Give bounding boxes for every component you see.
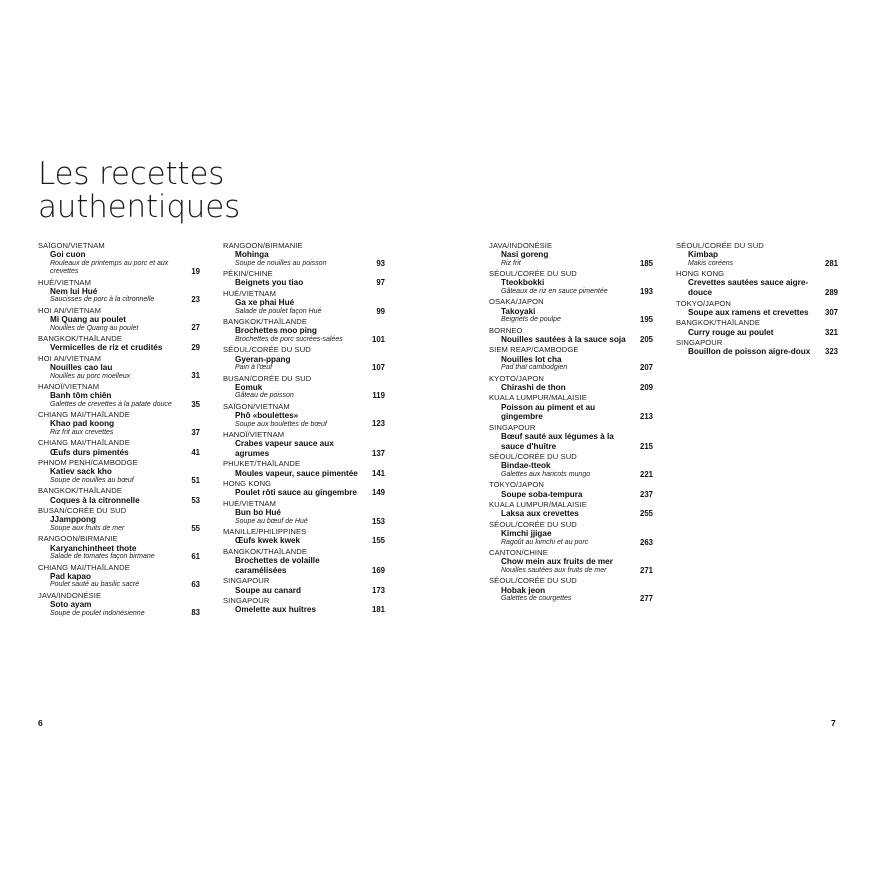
recipe-line	[38, 600, 200, 618]
recipe-line	[676, 347, 838, 357]
recipe-line	[489, 586, 653, 604]
recipe-page-number: 99	[376, 306, 385, 316]
recipe-location: RANGOON/BIRMANIE	[223, 241, 303, 250]
recipe-line	[38, 496, 200, 506]
title-line-2: authentiques	[38, 189, 241, 225]
recipe-line	[489, 529, 653, 547]
recipe-column-4	[676, 241, 838, 358]
recipe-name: Nouilles sautées à la sauce soja	[501, 334, 626, 344]
recipe-entry	[223, 289, 385, 316]
recipe-name: Bœuf sauté aux légumes à la sauce d'huître	[501, 432, 614, 451]
recipe-name: Laksa aux crevettes	[501, 509, 579, 519]
recipe-line	[223, 355, 385, 373]
recipe-line	[489, 432, 653, 451]
recipe-location: SÉOUL/CORÉE DU SUD	[489, 269, 577, 279]
recipe-line	[38, 419, 200, 437]
recipe-page-number: 323	[824, 347, 838, 357]
recipe-name: Hobak jeon	[501, 585, 546, 595]
recipe-subtitle: Pain à l'œuf	[235, 364, 273, 372]
recipe-name: Ga xe phai Hué	[235, 298, 295, 308]
recipe-line	[38, 343, 200, 353]
recipe-name: Kimbap	[688, 250, 719, 260]
recipe-page-number: 185	[639, 258, 653, 268]
recipe-line	[489, 278, 653, 296]
recipe-subtitle: Soupe au bœuf de Hué	[235, 517, 308, 525]
recipe-location: SÉOUL/CORÉE DU SUD	[489, 519, 577, 529]
recipe-subtitle: Gâteau de poisson	[235, 392, 294, 400]
recipe-name: Brochettes de volaille caramélisées	[235, 556, 320, 575]
recipe-entry	[223, 499, 385, 526]
recipe-page-number: 27	[191, 323, 200, 333]
recipe-page-number: 141	[371, 468, 385, 478]
recipe-subtitle: Soupe aux boulettes de bœuf	[235, 420, 327, 428]
recipe-location: SINGAPOUR	[223, 576, 270, 586]
recipe-line	[489, 383, 653, 393]
recipe-location: SINGAPOUR	[223, 596, 270, 606]
recipe-entry	[489, 423, 653, 451]
recipe-name: Poulet rôti sauce au gingembre	[235, 488, 357, 498]
recipe-subtitle: Poulet sauté au basilic sacré	[50, 581, 140, 589]
recipe-entry	[223, 241, 385, 268]
recipe-name: Coques à la citronnelle	[50, 495, 140, 505]
recipe-page-number: 281	[824, 258, 838, 268]
recipe-name: Bun bo Hué	[235, 508, 281, 518]
recipe-entry	[223, 527, 385, 546]
recipe-column-2	[223, 241, 385, 616]
recipe-location: HUÉ/VIETNAM	[223, 289, 276, 298]
recipe-name: Bindae-tteok	[501, 461, 551, 471]
recipe-name: Beignets you tiao	[235, 278, 304, 288]
recipe-subtitle: Galettes aux haricots mungo	[501, 470, 591, 478]
recipe-entry	[489, 576, 653, 603]
recipe-line	[38, 287, 200, 305]
recipe-location: SÉOUL/CORÉE DU SUD	[489, 452, 577, 462]
recipe-location: TOKYO/JAPON	[489, 480, 544, 490]
recipe-name: Tteokbokki	[501, 278, 545, 288]
recipe-name: Banh tôm chiên	[50, 391, 112, 401]
recipe-entry	[676, 299, 838, 318]
recipe-subtitle: Nouilles sautées aux fruits de mer	[501, 566, 607, 574]
recipe-subtitle: Soupe aux fruits de mer	[50, 525, 125, 533]
recipe-line	[223, 411, 385, 429]
recipe-entry	[223, 402, 385, 429]
recipe-location: BANGKOK/THAÏLANDE	[38, 486, 122, 496]
recipe-location: KYOTO/JAPON	[489, 373, 544, 383]
recipe-entry	[489, 297, 653, 324]
recipe-page-number: 55	[191, 523, 200, 533]
recipe-name: Goi cuon	[50, 250, 86, 260]
recipe-location: SIEM REAP/CAMBODGE	[489, 345, 579, 355]
recipe-name: Katiev sack kho	[50, 467, 112, 477]
recipe-name: Karyanchintheet thote	[50, 543, 137, 553]
recipe-location: CHIANG MAI/THAÏLANDE	[38, 438, 130, 448]
recipe-line	[223, 326, 385, 344]
recipe-line	[223, 469, 385, 479]
recipe-line	[676, 278, 838, 297]
recipe-line	[676, 308, 838, 318]
recipe-subtitle: Ragoût au kimchi et au porc	[501, 538, 589, 546]
recipe-name: Chirashi de thon	[501, 382, 566, 392]
page-number-right: 7	[831, 718, 836, 728]
recipe-page-number: 23	[191, 295, 200, 305]
recipe-name: Takoyaki	[501, 306, 536, 316]
recipe-location: CANTON/CHINE	[489, 548, 548, 558]
recipe-location: CHIANG MAI/THAÏLANDE	[38, 562, 130, 572]
recipe-name: JJamppong	[50, 515, 96, 525]
recipe-location: HONG KONG	[676, 269, 725, 279]
recipe-entry	[223, 576, 385, 595]
recipe-name: Phô «boulettes»	[235, 411, 299, 421]
recipe-name: Moules vapeur, sauce pimentée	[235, 468, 358, 478]
recipe-entry	[223, 345, 385, 372]
recipe-name: Kimchi jjigae	[501, 529, 552, 539]
recipe-entry	[489, 345, 653, 372]
recipe-subtitle: Beignets de poulpe	[501, 316, 561, 324]
recipe-subtitle: Riz frit aux crevettes	[50, 429, 114, 437]
recipe-subtitle: Nouilles au porc moelleux	[50, 372, 131, 380]
recipe-line	[38, 572, 200, 590]
recipe-location: CHIANG MAI/THAÏLANDE	[38, 410, 130, 420]
recipe-entry	[38, 278, 200, 305]
recipe-name: Bouillon de poisson aigre-doux	[688, 347, 811, 357]
recipe-line	[223, 536, 385, 546]
recipe-line	[38, 448, 200, 458]
recipe-name: Gyeran-ppang	[235, 354, 291, 364]
recipe-line	[38, 515, 200, 533]
recipe-page-number: 101	[371, 334, 385, 344]
recipe-name: Crevettes sautées sauce aigre-douce	[688, 278, 809, 297]
recipe-subtitle: Makis coréens	[688, 259, 734, 267]
recipe-location: HANOÏ/VIETNAM	[223, 430, 285, 440]
recipe-line	[223, 439, 385, 458]
title-line-1: Les recettes	[38, 156, 225, 192]
recipe-entry	[223, 430, 385, 458]
recipe-entry	[489, 374, 653, 393]
recipe-page-number: 93	[376, 258, 385, 268]
recipe-line	[223, 556, 385, 575]
recipe-page-number: 207	[639, 363, 653, 373]
recipe-location: SINGAPOUR	[676, 338, 723, 348]
recipe-location: KUALA LUMPUR/MALAISIE	[489, 500, 587, 510]
recipe-entry	[489, 500, 653, 519]
recipe-location: HONG KONG	[223, 479, 272, 489]
recipe-location: BORNEO	[489, 325, 523, 335]
recipe-page-number: 37	[191, 427, 200, 437]
recipe-location: BANGKOK/THAÏLANDE	[223, 547, 307, 556]
recipe-subtitle: Saucisses de porc à la citronnelle	[50, 296, 155, 304]
recipe-location: JAVA/INDONÉSIE	[38, 590, 102, 600]
recipe-name: Mi Quang au poulet	[50, 315, 126, 325]
recipe-line	[38, 467, 200, 485]
recipe-line	[489, 403, 653, 422]
recipe-name: Eomuk	[235, 382, 263, 392]
recipe-entry	[489, 241, 653, 268]
recipe-line	[223, 250, 385, 268]
recipe-location: HUÉ/VIETNAM	[223, 499, 276, 508]
recipe-subtitle: Gâteaux de riz en sauce pimentée	[501, 288, 608, 295]
recipe-name: Nouilles lot cha	[501, 354, 562, 364]
recipe-page-number: 209	[639, 382, 653, 392]
recipe-entry	[489, 326, 653, 345]
recipe-name: Poisson au piment et au gingembre	[501, 402, 596, 422]
recipe-page-number: 19	[191, 267, 200, 277]
recipe-entry	[223, 547, 385, 575]
recipe-line	[38, 544, 200, 562]
recipe-location: SÉOUL/CORÉE DU SUD	[676, 241, 764, 250]
recipe-subtitle: Pad thaï cambodgien	[501, 364, 568, 372]
recipe-line	[223, 508, 385, 526]
recipe-page-number: 237	[639, 489, 653, 499]
recipe-entry	[223, 317, 385, 344]
recipe-location: SAÏGON/VIETNAM	[223, 401, 290, 411]
recipe-entry	[489, 452, 653, 479]
recipe-location: JAVA/INDONÉSIE	[489, 241, 553, 250]
recipe-subtitle: Nouilles de Quang au poulet	[50, 324, 139, 332]
recipe-page-number: 35	[191, 399, 200, 409]
recipe-name: Soupe soba-tempura	[501, 489, 583, 499]
recipe-line	[489, 307, 653, 325]
recipe-subtitle: Riz frit	[501, 259, 521, 267]
recipe-page-number: 277	[639, 594, 653, 603]
recipe-line	[223, 298, 385, 316]
recipe-entry	[489, 548, 653, 575]
recipe-entry	[38, 241, 200, 277]
recipe-entry	[38, 438, 200, 457]
recipe-location: PHNOM PENH/CAMBODGE	[38, 458, 138, 468]
recipe-location: PÉKIN/CHINE	[223, 269, 273, 279]
recipe-page-number: 53	[191, 495, 200, 505]
recipe-entry	[38, 354, 200, 381]
recipe-location: PHUKET/THAÏLANDE	[223, 459, 301, 469]
recipe-location: MANILLE/PHILIPPINES	[223, 527, 307, 537]
recipe-name: Nouilles cao lau	[50, 363, 113, 373]
recipe-name: Curry rouge au poulet	[688, 327, 774, 337]
recipe-name: Soupe aux ramens et crevettes	[688, 307, 809, 317]
recipe-location: RANGOON/BIRMANIE	[38, 534, 118, 544]
recipe-entry	[489, 269, 653, 296]
recipe-page-number: 155	[371, 536, 385, 546]
recipe-page-number: 205	[639, 334, 653, 344]
recipe-location: BANGKOK/THAÏLANDE	[223, 317, 307, 327]
recipe-column-1	[38, 241, 200, 619]
recipe-entry	[38, 306, 200, 333]
recipe-line	[38, 315, 200, 333]
recipe-entry	[489, 393, 653, 421]
recipe-page-number: 83	[191, 608, 200, 618]
recipe-location: BANGKOK/THAÏLANDE	[676, 318, 760, 328]
recipe-entry	[38, 382, 200, 409]
recipe-name: Pad kapao	[50, 571, 91, 581]
recipe-page-number: 263	[639, 537, 653, 547]
recipe-line	[223, 586, 385, 596]
recipe-page-number: 153	[371, 516, 385, 526]
recipe-page-number: 119	[372, 391, 385, 401]
recipe-name: Soto ayam	[50, 600, 92, 610]
recipe-name: Nasi goreng	[501, 250, 549, 260]
recipe-subtitle: Salade de tomates façon birmane	[50, 553, 155, 561]
recipe-location: SÉOUL/CORÉE DU SUD	[489, 576, 577, 586]
recipe-page-number: 51	[191, 475, 200, 485]
recipe-page-number: 63	[191, 580, 200, 590]
recipe-entry	[38, 506, 200, 533]
recipe-name: Omelette aux huîtres	[235, 605, 316, 615]
recipe-subtitle: Soupe de poulet indonésienne	[50, 609, 145, 617]
recipe-subtitle: Salade de poulet façon Hué	[235, 307, 322, 315]
recipe-location: SAÏGON/VIETNAM	[38, 241, 105, 250]
recipe-entry	[38, 334, 200, 353]
recipe-subtitle: Brochettes de porc sucrées-salées	[235, 336, 343, 343]
recipe-line	[223, 383, 385, 401]
recipe-line	[489, 509, 653, 519]
recipe-name: Vermicelles de riz et crudités	[50, 343, 163, 353]
recipe-page-number: 213	[639, 412, 653, 422]
recipe-entry	[676, 241, 838, 268]
recipe-subtitle: Galettes de crevettes à la patate douce	[50, 400, 172, 408]
recipe-name: Soupe au canard	[235, 585, 301, 595]
recipe-entry	[676, 338, 838, 357]
recipe-location: SÉOUL/CORÉE DU SUD	[223, 345, 311, 355]
recipe-location: BUSAN/CORÉE DU SUD	[38, 506, 127, 516]
recipe-line	[223, 278, 385, 288]
recipe-page-number: 221	[639, 469, 653, 479]
recipe-line	[38, 363, 200, 381]
recipe-line	[223, 605, 385, 615]
recipe-location: KUALA LUMPUR/MALAISIE	[489, 393, 587, 403]
recipe-name: Nem lui Hué	[50, 286, 98, 296]
recipe-location: BUSAN/CORÉE DU SUD	[223, 373, 312, 383]
recipe-location: BANGKOK/THAÏLANDE	[38, 334, 122, 344]
recipe-line	[676, 328, 838, 338]
recipe-page-number: 61	[191, 552, 200, 562]
recipe-page-number: 195	[639, 315, 653, 325]
recipe-subtitle: Soupe de nouilles au bœuf	[50, 477, 134, 485]
page-number-left: 6	[38, 718, 43, 728]
recipe-subtitle: Soupe de nouilles au poisson	[235, 259, 327, 267]
recipe-name: Brochettes moo ping	[235, 326, 317, 336]
recipe-page-number: 289	[824, 288, 838, 297]
recipe-page-number: 29	[191, 343, 200, 353]
recipe-entry	[38, 563, 200, 590]
recipe-location: HANOÏ/VIETNAM	[38, 382, 100, 392]
recipe-line	[489, 461, 653, 479]
recipe-page-number: 169	[371, 565, 385, 575]
recipe-entry	[38, 486, 200, 505]
recipe-line	[489, 355, 653, 373]
recipe-subtitle: Rouleaux de printemps au porc et aux crevettes	[50, 259, 169, 276]
recipe-line	[38, 391, 200, 409]
recipe-location: TOKYO/JAPON	[676, 298, 731, 308]
recipe-page-number: 173	[371, 585, 385, 595]
recipe-line	[489, 490, 653, 500]
recipe-name: Chow mein aux fruits de mer	[501, 557, 613, 567]
recipe-page-number: 123	[371, 419, 385, 429]
recipe-entry	[223, 459, 385, 478]
recipe-line	[676, 250, 838, 268]
recipe-entry	[489, 520, 653, 547]
recipe-name: Crabes vapeur sauce aux agrumes	[235, 439, 334, 458]
recipe-entry	[223, 596, 385, 615]
recipe-location: OSAKA/JAPON	[489, 297, 544, 307]
recipe-name: Khao pad koong	[50, 419, 115, 429]
recipe-page-number: 41	[191, 447, 200, 457]
recipe-subtitle: Galettes de courgettes	[501, 595, 572, 603]
recipe-page-number: 97	[376, 278, 385, 288]
recipe-page-number: 255	[639, 509, 653, 519]
recipe-entry	[38, 534, 200, 561]
recipe-page-number: 149	[371, 488, 385, 498]
recipe-entry	[676, 269, 838, 297]
recipe-page-number: 271	[639, 565, 653, 575]
recipe-line	[489, 557, 653, 575]
recipe-page-number: 193	[639, 286, 653, 296]
recipe-entry	[223, 374, 385, 401]
recipe-entry	[38, 591, 200, 618]
recipe-line	[223, 488, 385, 498]
recipe-page-number: 215	[639, 441, 653, 451]
recipe-location: SINGAPOUR	[489, 422, 536, 432]
recipe-entry	[38, 410, 200, 437]
recipe-entry	[223, 479, 385, 498]
recipe-page-number: 321	[824, 327, 838, 337]
recipe-page-number: 107	[371, 363, 385, 373]
page-title	[38, 158, 240, 224]
recipe-line	[38, 250, 200, 276]
recipe-location: HUÉ/VIETNAM	[38, 277, 91, 287]
recipe-location: HOI AN/VIETNAM	[38, 305, 102, 315]
recipe-line	[489, 335, 653, 345]
recipe-name: Œufs durs pimentés	[50, 447, 129, 457]
recipe-page-number: 31	[191, 371, 200, 381]
recipe-page-number: 307	[824, 307, 838, 317]
recipe-page-number: 137	[371, 448, 385, 458]
recipe-entry	[489, 480, 653, 499]
recipe-column-3	[489, 241, 653, 605]
recipe-line	[489, 250, 653, 268]
recipe-name: Mohinga	[235, 250, 269, 260]
recipe-page-number: 181	[371, 605, 385, 615]
recipe-location: HOI AN/VIETNAM	[38, 353, 102, 363]
recipe-name: Œufs kwek kwek	[235, 536, 301, 546]
recipe-entry	[223, 269, 385, 288]
recipe-entry	[676, 318, 838, 337]
recipe-entry	[38, 458, 200, 485]
